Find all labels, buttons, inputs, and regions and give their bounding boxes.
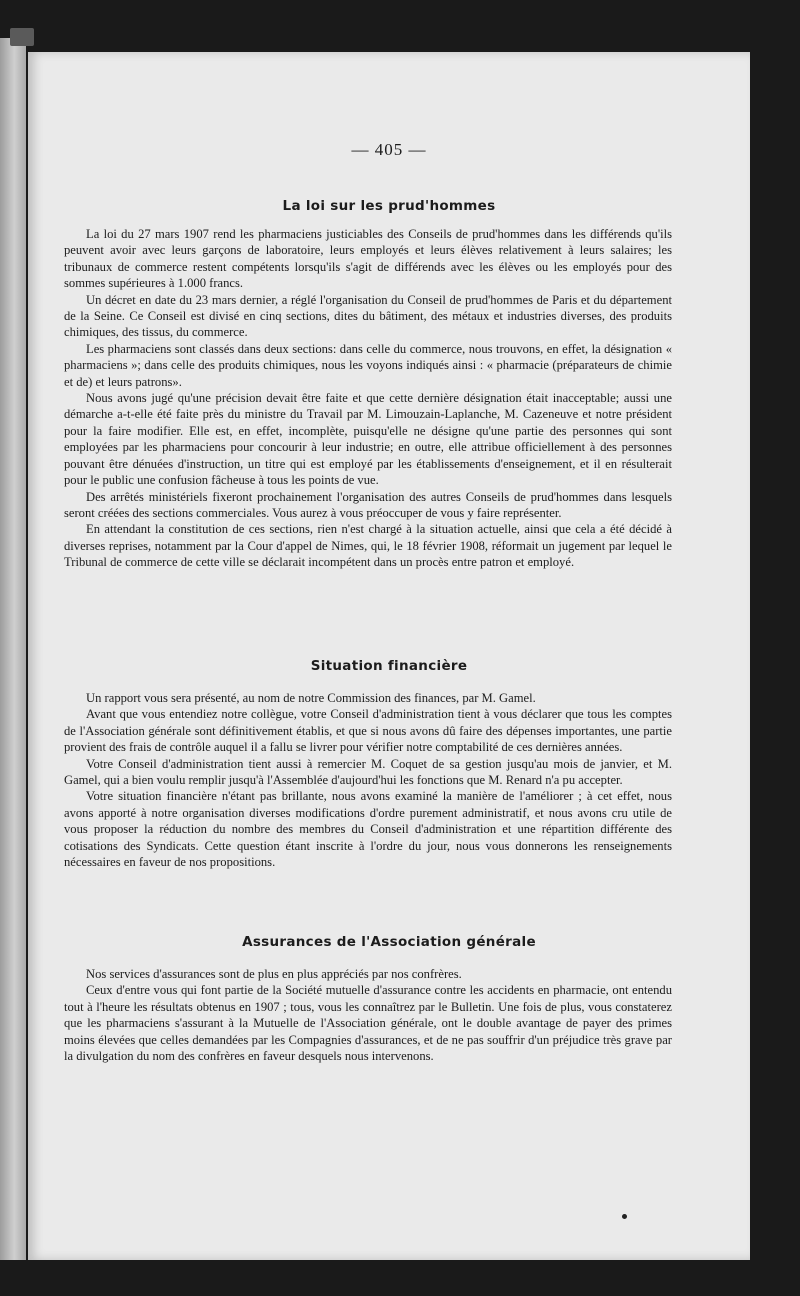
paragraph: La loi du 27 mars 1907 rend les pharmaciens justiciables des Conseils de prud'hommes dans les différends qu'ils peuvent avoir avec leurs garçons de laboratoire, leurs employés et leurs élèves relativement à leurs salaires; les tribunaux de commerce restent compétents lorsqu'ils s'agit de différends avec les élèves ou les employés pour des sommes supérieures à 1.000 francs. bbox=[64, 227, 672, 291]
paragraph: Avant que vous entendiez notre collègue, votre Conseil d'administration tient à vous déclarer que tous les comptes de l'Association générale sont définitivement établis, et que si nous avons dû faire des dépenses importantes, une partie provient des frais de contrôle auquel il a fallu se livrer pour vérifier notre comptabilité de ces dernières années. bbox=[64, 707, 672, 755]
paragraph: Des arrêtés ministériels fixeront prochainement l'organisation des autres Conseils de prud'hommes dans lesquels seront créées des sections commerciales. Vous aurez à vous préoccuper de vous y faire représenter. bbox=[64, 489, 672, 520]
section-title-prudhommes: La loi sur les prud'hommes bbox=[282, 198, 496, 214]
paragraph: Nous avons jugé qu'une précision devait être faite et que cette dernière désignation était inacceptable; aussi une démarche a-t-elle été faite près du ministre du Travail par M. Limouzain-Laplanche, M. Cazeneuve et notre président pour la faire modifier. Elle est, en effet, incomplète, puisqu'elle ne désigne qu'une partie des personnes qui sont employées par les pharmaciens pour concourir à leur industrie; en outre, elle attribue officiellement à des personnes pouvant être dénuées d'instruction, un titre qui est employé par les établissements d'enseignement, et il en résulterait pour le public une confusion fâcheuse à tous les points de vue. bbox=[64, 391, 672, 488]
section-assurances bbox=[64, 966, 672, 1064]
paragraph: Votre situation financière n'étant pas brillante, nous avons examiné la manière de l'améliorer ; à cet effet, nous avons apporté à notre organisation diverses modifications d'ordre purement administratif, et nous avons cru utile de vous proposer la réduction du nombre des membres du Conseil d'administration et une répartition différente des cotisations des Syndicats. Cette question étant inscrite à l'ordre du jour, nous vous donnerons les renseignements nécessaires en faveur de nos propositions. bbox=[64, 789, 672, 870]
paragraph: Les pharmaciens sont classés dans deux sections: dans celle du commerce, nous trouvons, en effet, la désignation « pharmaciens »; dans celle des produits chimiques, nous les voyons indiqués ainsi : « pharmacie (préparateurs de chimie et de) et leurs patrons». bbox=[64, 341, 672, 389]
paragraph: Nos services d'assurances sont de plus en plus appréciés par nos confrères. bbox=[86, 967, 462, 981]
section-title-finances: Situation financière bbox=[310, 658, 468, 674]
ink-spot bbox=[622, 1214, 627, 1219]
facing-page-edge bbox=[0, 38, 26, 1260]
section-finances bbox=[64, 690, 672, 870]
document-page bbox=[28, 52, 750, 1260]
page-number: — 405 — bbox=[351, 140, 427, 159]
section-prudhommes bbox=[64, 226, 672, 571]
paragraph: Votre Conseil d'administration tient aussi à remercier M. Coquet de sa gestion jusqu'au mois de janvier, et M. Gamel, qui a bien voulu remplir jusqu'à l'Assemblée d'aujourd'hui les fonctions que M. Renard n'a pu accepter. bbox=[64, 756, 672, 788]
paragraph: Ceux d'entre vous qui font partie de la Société mutuelle d'assurance contre les accidents en pharmacie, ont entendu tout à l'heure les résultats obtenus en 1907 ; tous, vous les connaîtrez par le Bulletin. Une fois de plus, vous constaterez que les pharmaciens s'assurant à la Mutuelle de l'Association générale, ont le double avantage de payer des primes moins élevées que celles demandées par les Compagnies d'assurances, et de ne pas souffrir d'un préjudice très grave par la divulgation du nom des confrères en faveur desquels nous intervenons. bbox=[64, 983, 672, 1064]
section-title-assurances: Assurances de l'Association générale bbox=[242, 934, 536, 950]
binding-clip bbox=[10, 28, 34, 46]
paragraph: Un rapport vous sera présenté, au nom de notre Commission des finances, par M. Gamel. bbox=[86, 691, 536, 705]
paragraph: Un décret en date du 23 mars dernier, a réglé l'organisation du Conseil de prud'hommes de Paris et du département de la Seine. Ce Conseil est divisé en cinq sections, dites du bâtiment, des métaux et industries diverses, des produits chimiques, des tissus, du commerce. bbox=[64, 292, 672, 340]
paragraph: En attendant la constitution de ces sections, rien n'est chargé à la situation actuelle, ainsi que cela a été décidé à diverses reprises, notamment par la Cour d'appel de Nimes, qui, le 18 février 1908, réformait un jugement par lequel le Tribunal de commerce de cette ville se déclarait incompétent dans un procès entre patron et employé. bbox=[64, 522, 672, 570]
